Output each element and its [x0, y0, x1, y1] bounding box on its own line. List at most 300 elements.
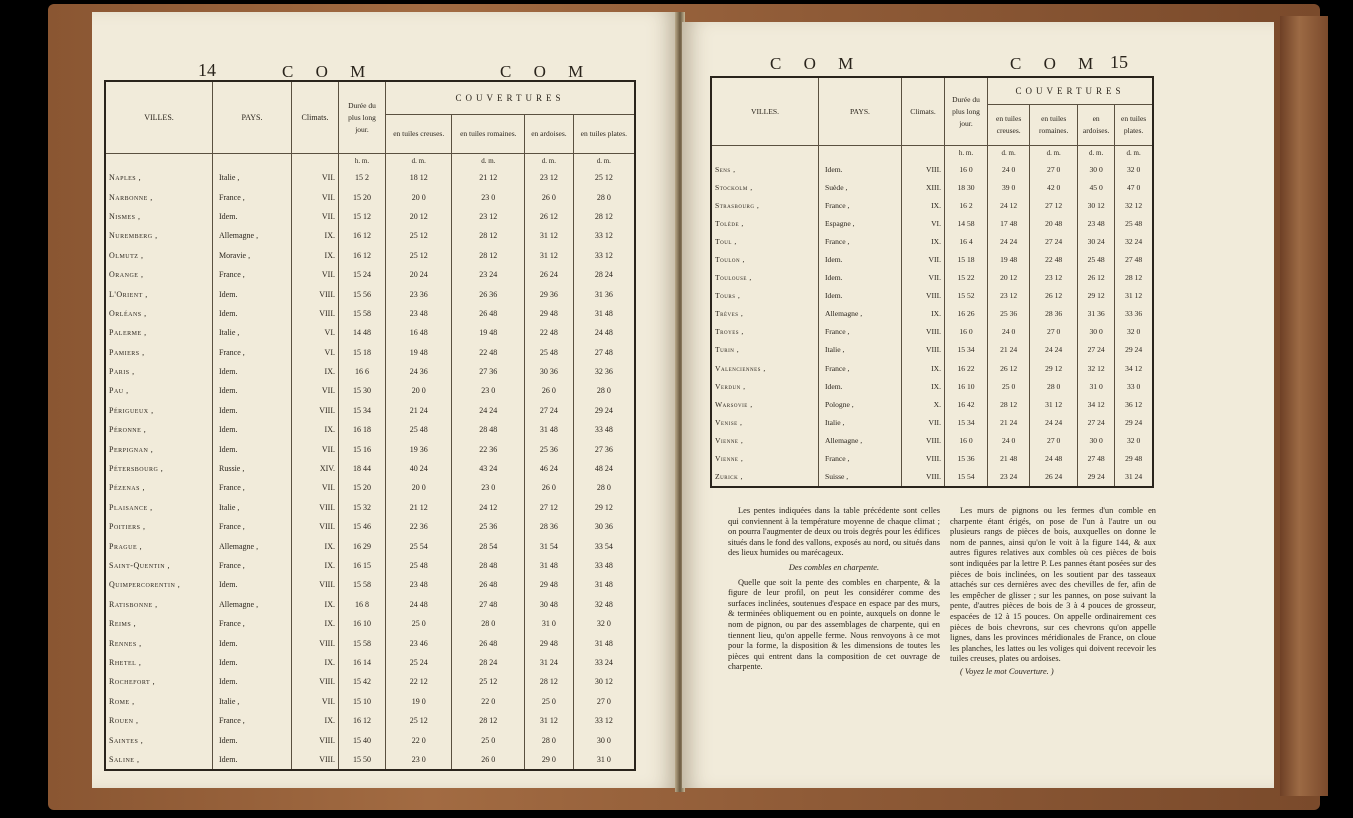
table-row: [105, 284, 635, 303]
tuiles-plates-cell: 32 0: [1115, 160, 1153, 178]
tuiles-creuses-cell: 24 36: [386, 362, 452, 381]
tuiles-plates-cell: 33 48: [573, 420, 635, 439]
daylength-cell: 16 2: [945, 196, 988, 214]
country-cell: Idem.: [213, 730, 292, 749]
country-cell: France ,: [819, 323, 902, 341]
tuiles-creuses-cell: 25 24: [386, 653, 452, 672]
right-running-head-left: C O M: [770, 54, 863, 73]
tuiles-plates-cell: 29 24: [1115, 341, 1153, 359]
climate-cell: VII.: [292, 381, 339, 400]
table-row: [711, 395, 1153, 413]
climate-cell: IX.: [902, 377, 945, 395]
unit-cell: h. m.: [339, 154, 386, 169]
tuiles-romaines-cell: 29 12: [1030, 359, 1078, 377]
country-cell: Idem.: [213, 362, 292, 381]
table-row: [105, 246, 635, 265]
tuiles-romaines-cell: 27 24: [1030, 232, 1078, 250]
daylength-cell: 16 42: [945, 395, 988, 413]
city-cell: Péronne ,: [105, 420, 213, 439]
tuiles-romaines-cell: 28 48: [452, 420, 525, 439]
ardoises-cell: 23 48: [1078, 214, 1115, 232]
tuiles-romaines-cell: 25 12: [452, 672, 525, 691]
daylength-cell: 15 2: [339, 168, 386, 187]
country-cell: Suède ,: [819, 178, 902, 196]
tuiles-romaines-cell: 24 24: [1030, 413, 1078, 431]
tuiles-romaines-cell: 26 12: [1030, 287, 1078, 305]
country-cell: Idem.: [213, 439, 292, 458]
table-row: [105, 633, 635, 652]
daylength-cell: 16 14: [339, 653, 386, 672]
climate-cell: IX.: [292, 653, 339, 672]
tuiles-creuses-cell: 25 48: [386, 556, 452, 575]
country-cell: Suisse ,: [819, 468, 902, 487]
city-cell: Paris ,: [105, 362, 213, 381]
table-row: [105, 362, 635, 381]
country-cell: France ,: [213, 187, 292, 206]
tuiles-romaines-cell: 26 24: [1030, 468, 1078, 487]
climate-cell: VII.: [292, 692, 339, 711]
header-ardoises: en ardoises.: [1078, 105, 1115, 146]
city-cell: Sens ,: [711, 160, 819, 178]
daylength-cell: 16 15: [339, 556, 386, 575]
ardoises-cell: 26 12: [525, 207, 574, 226]
ardoises-cell: 31 12: [525, 246, 574, 265]
tuiles-plates-cell: 29 48: [1115, 450, 1153, 468]
ardoises-cell: 29 36: [525, 284, 574, 303]
city-cell: Orléans ,: [105, 304, 213, 323]
climate-cell: IX.: [292, 246, 339, 265]
unit-cell: d. m.: [386, 154, 452, 169]
header-couvertures: COUVERTURES: [386, 81, 636, 115]
tuiles-creuses-cell: 22 0: [386, 730, 452, 749]
climate-cell: XIII.: [902, 178, 945, 196]
tuiles-creuses-cell: 19 48: [386, 343, 452, 362]
left-running-head-right: C O M: [500, 62, 593, 81]
tuiles-romaines-cell: 22 48: [1030, 250, 1078, 268]
climate-cell: IX.: [292, 420, 339, 439]
tuiles-creuses-cell: 25 12: [386, 226, 452, 245]
tuiles-creuses-cell: 18 12: [386, 168, 452, 187]
daylength-cell: 15 10: [339, 692, 386, 711]
table-row: [105, 343, 635, 362]
country-cell: Allemagne ,: [819, 305, 902, 323]
climate-cell: VIII.: [292, 750, 339, 770]
tuiles-romaines-cell: 28 0: [452, 614, 525, 633]
country-cell: Italie ,: [213, 168, 292, 187]
tuiles-plates-cell: 29 12: [573, 498, 635, 517]
climate-cell: IX.: [292, 226, 339, 245]
ardoises-cell: 30 0: [1078, 431, 1115, 449]
daylength-cell: 15 58: [339, 575, 386, 594]
table-row: [711, 178, 1153, 196]
tuiles-creuses-cell: 16 48: [386, 323, 452, 342]
tuiles-plates-cell: 33 0: [1115, 377, 1153, 395]
city-cell: Nuremberg ,: [105, 226, 213, 245]
country-cell: Russie ,: [213, 459, 292, 478]
table-row: [711, 287, 1153, 305]
climate-cell: X.: [902, 395, 945, 413]
country-cell: Italie ,: [213, 498, 292, 517]
climate-cell: VI.: [292, 343, 339, 362]
table-row: [711, 413, 1153, 431]
daylength-cell: 14 58: [945, 214, 988, 232]
country-cell: Idem.: [213, 575, 292, 594]
city-cell: Quimpercorentin ,: [105, 575, 213, 594]
left-running-head-left: C O M: [282, 62, 375, 81]
daylength-cell: 16 6: [339, 362, 386, 381]
tuiles-creuses-cell: 19 0: [386, 692, 452, 711]
ardoises-cell: 26 0: [525, 187, 574, 206]
tuiles-romaines-cell: 27 36: [452, 362, 525, 381]
city-cell: Orange ,: [105, 265, 213, 284]
tuiles-plates-cell: 31 0: [573, 750, 635, 770]
country-cell: France ,: [819, 232, 902, 250]
tuiles-plates-cell: 34 12: [1115, 359, 1153, 377]
table-row: [711, 160, 1153, 178]
city-cell: Saline ,: [105, 750, 213, 770]
tuiles-plates-cell: 30 0: [573, 730, 635, 749]
climate-cell: VII.: [902, 269, 945, 287]
header-duree: Durée du plus long jour.: [945, 77, 988, 146]
country-cell: Idem.: [819, 287, 902, 305]
ardoises-cell: 31 12: [525, 711, 574, 730]
daylength-cell: 16 10: [339, 614, 386, 633]
tuiles-creuses-cell: 22 12: [386, 672, 452, 691]
table-row: [105, 187, 635, 206]
ardoises-cell: 27 24: [525, 401, 574, 420]
country-cell: Allemagne ,: [819, 431, 902, 449]
ardoises-cell: 28 12: [525, 672, 574, 691]
text-column-right: [950, 506, 1156, 680]
daylength-cell: 16 22: [945, 359, 988, 377]
city-cell: Rouen ,: [105, 711, 213, 730]
climate-cell: VIII.: [902, 468, 945, 487]
tuiles-plates-cell: 32 0: [1115, 431, 1153, 449]
country-cell: Idem.: [819, 250, 902, 268]
unit-row: [105, 154, 635, 169]
tuiles-creuses-cell: 21 24: [386, 401, 452, 420]
daylength-cell: 16 12: [339, 246, 386, 265]
tuiles-plates-cell: 32 24: [1115, 232, 1153, 250]
climate-cell: VIII.: [902, 323, 945, 341]
city-cell: Toul ,: [711, 232, 819, 250]
right-table: [710, 76, 1154, 488]
tuiles-romaines-cell: 22 0: [452, 692, 525, 711]
daylength-cell: 15 40: [339, 730, 386, 749]
ardoises-cell: 29 24: [1078, 468, 1115, 487]
city-cell: Trèves ,: [711, 305, 819, 323]
tuiles-romaines-cell: 22 36: [452, 439, 525, 458]
ardoises-cell: 22 48: [525, 323, 574, 342]
city-cell: Narbonne ,: [105, 187, 213, 206]
tuiles-romaines-cell: 27 12: [1030, 196, 1078, 214]
country-cell: France ,: [819, 196, 902, 214]
tuiles-plates-cell: 31 48: [573, 633, 635, 652]
ardoises-cell: 29 48: [525, 575, 574, 594]
climate-cell: VIII.: [902, 450, 945, 468]
daylength-cell: 15 36: [945, 450, 988, 468]
tuiles-romaines-cell: 28 12: [452, 226, 525, 245]
climate-cell: VIII.: [292, 575, 339, 594]
daylength-cell: 15 34: [945, 341, 988, 359]
city-cell: Vienne ,: [711, 450, 819, 468]
tuiles-plates-cell: 33 54: [573, 536, 635, 555]
country-cell: Idem.: [213, 401, 292, 420]
ardoises-cell: 23 12: [525, 168, 574, 187]
climate-cell: IX.: [292, 362, 339, 381]
table-row: [105, 692, 635, 711]
section-subtitle: Des combles en charpente.: [788, 562, 880, 572]
tuiles-romaines-cell: 19 48: [452, 323, 525, 342]
daylength-cell: 15 46: [339, 517, 386, 536]
table-row: [105, 168, 635, 187]
tuiles-creuses-cell: 23 12: [988, 287, 1030, 305]
ardoises-cell: 29 48: [525, 633, 574, 652]
tuiles-plates-cell: 25 12: [573, 168, 635, 187]
ardoises-cell: 26 24: [525, 265, 574, 284]
tuiles-plates-cell: 27 36: [573, 439, 635, 458]
table-row: [105, 614, 635, 633]
tuiles-plates-cell: 29 24: [1115, 413, 1153, 431]
country-cell: Idem.: [819, 269, 902, 287]
table-row: [105, 478, 635, 497]
header-tuiles-plates: en tuiles plates.: [573, 115, 635, 154]
city-cell: Strasbourg ,: [711, 196, 819, 214]
unit-row: [711, 146, 1153, 161]
climate-cell: VIII.: [292, 517, 339, 536]
daylength-cell: 15 18: [339, 343, 386, 362]
book-cover-edge: [1280, 16, 1328, 796]
ardoises-cell: 25 36: [525, 439, 574, 458]
table-row: [105, 459, 635, 478]
table-row: [105, 420, 635, 439]
paragraph: Quelle que soit la pente des combles en charpente, & la figure de leur profil, on peut les considérer comme des surfaces inclinées, soutenues d'espace en espace par des murs, & terminées obliquement ou en pointe, auxquels on donne le nom de pignon, ou par des assemblages de charpente, qui en tiennent lieu, qu'on appelle ferme. Nous renvoyons à ce mot pour la forme, la disposition & les dimensions de toutes les pièces qui entrent dans la composition de cet ouvrage de charpente.: [728, 577, 940, 672]
tuiles-romaines-cell: 43 24: [452, 459, 525, 478]
city-cell: Périgueux ,: [105, 401, 213, 420]
daylength-cell: 15 16: [339, 439, 386, 458]
tuiles-plates-cell: 33 24: [573, 653, 635, 672]
unit-cell: d. m.: [573, 154, 635, 169]
ardoises-cell: 30 36: [525, 362, 574, 381]
city-cell: Toulon ,: [711, 250, 819, 268]
country-cell: Idem.: [213, 420, 292, 439]
ardoises-cell: 31 54: [525, 536, 574, 555]
daylength-cell: 18 44: [339, 459, 386, 478]
daylength-cell: 16 0: [945, 160, 988, 178]
tuiles-plates-cell: 24 48: [573, 323, 635, 342]
country-cell: Allemagne ,: [213, 226, 292, 245]
table-row: [105, 323, 635, 342]
cross-reference: ( Voyez le mot Couverture. ): [960, 666, 1054, 676]
ardoises-cell: 31 0: [525, 614, 574, 633]
tuiles-romaines-cell: 27 0: [1030, 160, 1078, 178]
tuiles-plates-cell: 28 0: [573, 187, 635, 206]
tuiles-romaines-cell: 23 24: [452, 265, 525, 284]
tuiles-creuses-cell: 20 0: [386, 478, 452, 497]
city-cell: Prague ,: [105, 536, 213, 555]
tuiles-creuses-cell: 21 24: [988, 341, 1030, 359]
country-cell: Italie ,: [819, 413, 902, 431]
daylength-cell: 16 29: [339, 536, 386, 555]
unit-cell: d. m.: [1115, 146, 1153, 161]
tuiles-plates-cell: 36 12: [1115, 395, 1153, 413]
ardoises-cell: 28 0: [525, 730, 574, 749]
city-cell: Vienne ,: [711, 431, 819, 449]
header-tuiles-romaines: en tuiles romaines.: [452, 115, 525, 154]
table-row: [105, 672, 635, 691]
unit-cell: d. m.: [1030, 146, 1078, 161]
daylength-cell: 15 58: [339, 304, 386, 323]
city-cell: Rome ,: [105, 692, 213, 711]
tuiles-romaines-cell: 27 48: [452, 595, 525, 614]
climate-cell: IX.: [902, 232, 945, 250]
city-cell: Olmutz ,: [105, 246, 213, 265]
ardoises-cell: 26 12: [1078, 269, 1115, 287]
table-row: [711, 359, 1153, 377]
country-cell: Idem.: [213, 207, 292, 226]
tuiles-romaines-cell: 28 12: [452, 246, 525, 265]
country-cell: France ,: [213, 517, 292, 536]
country-cell: France ,: [213, 556, 292, 575]
climate-cell: VIII.: [902, 341, 945, 359]
tuiles-creuses-cell: 24 24: [988, 232, 1030, 250]
unit-cell: d. m.: [988, 146, 1030, 161]
daylength-cell: 15 12: [339, 207, 386, 226]
city-cell: Venise ,: [711, 413, 819, 431]
tuiles-creuses-cell: 25 12: [386, 246, 452, 265]
tuiles-romaines-cell: 20 48: [1030, 214, 1078, 232]
country-cell: Moravie ,: [213, 246, 292, 265]
ardoises-cell: 27 24: [1078, 413, 1115, 431]
header-climats: Climats.: [902, 77, 945, 146]
tuiles-creuses-cell: 26 12: [988, 359, 1030, 377]
tuiles-romaines-cell: 26 48: [452, 633, 525, 652]
city-cell: Tolède ,: [711, 214, 819, 232]
tuiles-plates-cell: 30 12: [573, 672, 635, 691]
climate-cell: IX.: [292, 711, 339, 730]
header-duree: Durée du plus long jour.: [339, 81, 386, 154]
country-cell: Idem.: [213, 672, 292, 691]
tuiles-plates-cell: 33 12: [573, 226, 635, 245]
unit-cell: d. m.: [1078, 146, 1115, 161]
table-row: [711, 431, 1153, 449]
tuiles-creuses-cell: 24 48: [386, 595, 452, 614]
right-running-head-right: C O M: [1010, 54, 1103, 73]
ardoises-cell: 29 48: [525, 304, 574, 323]
tuiles-creuses-cell: 21 24: [988, 413, 1030, 431]
tuiles-romaines-cell: 27 0: [1030, 323, 1078, 341]
table-row: [711, 269, 1153, 287]
city-cell: Rochefort ,: [105, 672, 213, 691]
city-cell: Toulouse ,: [711, 269, 819, 287]
header-tuiles-creuses: en tuiles creuses.: [386, 115, 452, 154]
table-row: [711, 341, 1153, 359]
daylength-cell: 15 58: [339, 633, 386, 652]
city-cell: L'Orient ,: [105, 284, 213, 303]
tuiles-romaines-cell: 28 12: [452, 711, 525, 730]
tuiles-romaines-cell: 24 24: [1030, 341, 1078, 359]
climate-cell: VII.: [292, 265, 339, 284]
unit-cell: d. m.: [525, 154, 574, 169]
tuiles-creuses-cell: 25 0: [386, 614, 452, 633]
tuiles-romaines-cell: 42 0: [1030, 178, 1078, 196]
tuiles-plates-cell: 31 12: [1115, 287, 1153, 305]
country-cell: Italie ,: [819, 341, 902, 359]
tuiles-romaines-cell: 22 48: [452, 343, 525, 362]
paragraph: Les pentes indiquées dans la table précédente sont celles qui conviennent à la température moyenne de chaque climat ; on pourra l'augmenter de deux ou trois degrés pour les édifices situés dans le fond des vallons, exposés au nord, ou situés dans des lieux humides ou marécageux.: [728, 506, 940, 558]
daylength-cell: 15 56: [339, 284, 386, 303]
climate-cell: VIII.: [292, 633, 339, 652]
ardoises-cell: 27 48: [1078, 450, 1115, 468]
ardoises-cell: 25 0: [525, 692, 574, 711]
table-row: [105, 536, 635, 555]
table-row: [105, 653, 635, 672]
climate-cell: VIII.: [292, 304, 339, 323]
city-cell: Rhetel ,: [105, 653, 213, 672]
climate-cell: IX.: [902, 359, 945, 377]
table-row: [105, 439, 635, 458]
tuiles-creuses-cell: 20 12: [988, 269, 1030, 287]
daylength-cell: 16 26: [945, 305, 988, 323]
tuiles-plates-cell: 48 24: [573, 459, 635, 478]
climate-cell: IX.: [902, 196, 945, 214]
tuiles-plates-cell: 27 48: [573, 343, 635, 362]
country-cell: France ,: [819, 359, 902, 377]
table-row: [105, 226, 635, 245]
tuiles-romaines-cell: 26 48: [452, 304, 525, 323]
country-cell: Idem.: [819, 377, 902, 395]
country-cell: France ,: [213, 711, 292, 730]
climate-cell: VII.: [902, 250, 945, 268]
tuiles-plates-cell: 31 36: [573, 284, 635, 303]
tuiles-creuses-cell: 23 24: [988, 468, 1030, 487]
tuiles-creuses-cell: 23 48: [386, 304, 452, 323]
ardoises-cell: 30 12: [1078, 196, 1115, 214]
climate-cell: IX.: [292, 614, 339, 633]
tuiles-romaines-cell: 26 0: [452, 750, 525, 770]
ardoises-cell: 30 0: [1078, 323, 1115, 341]
ardoises-cell: 30 48: [525, 595, 574, 614]
daylength-cell: 18 30: [945, 178, 988, 196]
tuiles-romaines-cell: 26 48: [452, 575, 525, 594]
tuiles-romaines-cell: 23 0: [452, 478, 525, 497]
table-row: [711, 450, 1153, 468]
table-row: [711, 323, 1153, 341]
ardoises-cell: 31 0: [1078, 377, 1115, 395]
climate-cell: VII.: [292, 439, 339, 458]
table-row: [105, 381, 635, 400]
tuiles-plates-cell: 33 12: [573, 246, 635, 265]
tuiles-plates-cell: 33 12: [573, 711, 635, 730]
daylength-cell: 15 30: [339, 381, 386, 400]
ardoises-cell: 28 36: [525, 517, 574, 536]
tuiles-plates-cell: 28 12: [573, 207, 635, 226]
city-cell: Reims ,: [105, 614, 213, 633]
tuiles-plates-cell: 33 48: [573, 556, 635, 575]
tuiles-plates-cell: 32 12: [1115, 196, 1153, 214]
tuiles-plates-cell: 28 12: [1115, 269, 1153, 287]
ardoises-cell: 34 12: [1078, 395, 1115, 413]
tuiles-creuses-cell: 25 0: [988, 377, 1030, 395]
country-cell: Espagne ,: [819, 214, 902, 232]
tuiles-romaines-cell: 28 0: [1030, 377, 1078, 395]
header-tuiles-romaines: en tuiles romaines.: [1030, 105, 1078, 146]
left-page-number: 14: [198, 60, 216, 80]
city-cell: Pamiers ,: [105, 343, 213, 362]
climate-cell: VIII.: [292, 730, 339, 749]
header-villes: VILLES.: [711, 77, 819, 146]
tuiles-plates-cell: 29 24: [573, 401, 635, 420]
